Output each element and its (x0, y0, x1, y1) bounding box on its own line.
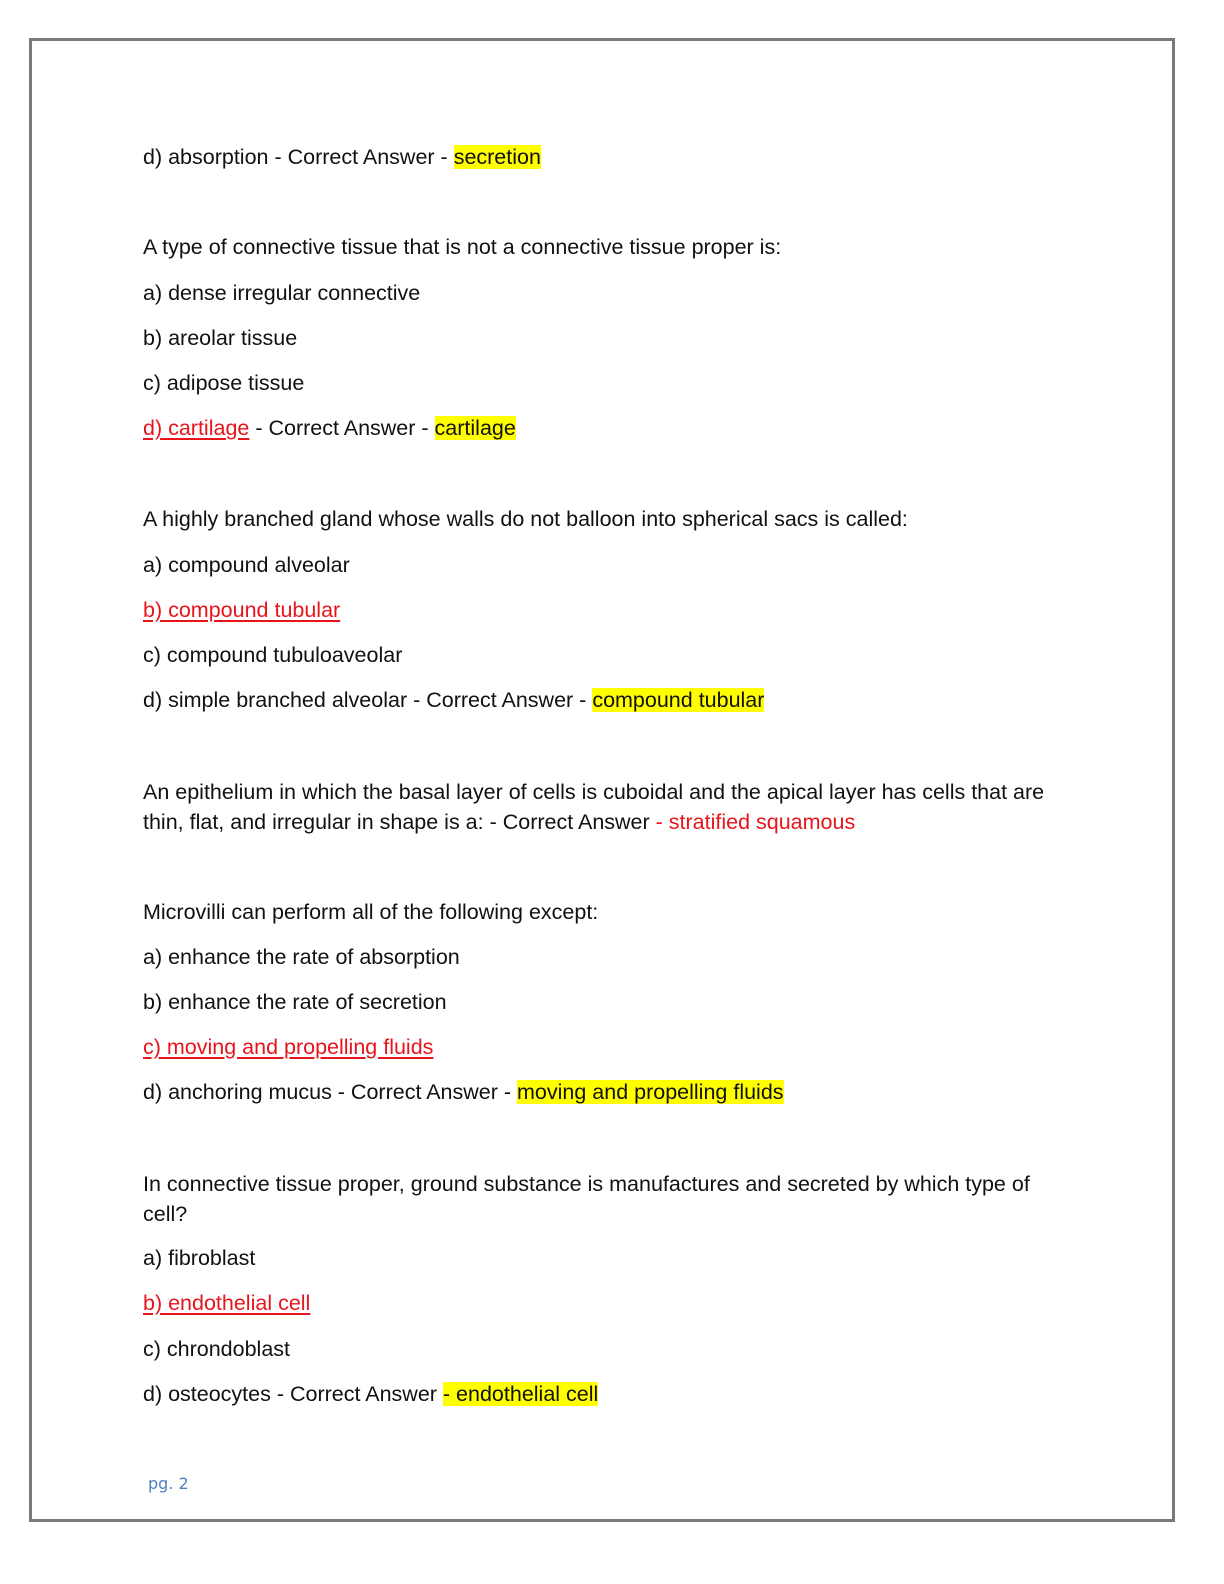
q4-option-c: c) moving and propelling fluids (143, 1035, 434, 1059)
q4-answer-separator: - Correct Answer - (331, 1080, 518, 1104)
q1-option-a: a) dense irregular connective (143, 281, 421, 305)
page-number: pg. 2 (148, 1474, 189, 1493)
q4-option-a: a) enhance the rate of absorption (143, 945, 460, 969)
q5-option-b: b) endothelial cell (143, 1291, 311, 1315)
q4-option-b: b) enhance the rate of secretion (143, 990, 447, 1014)
q2-question: A highly branched gland whose walls do not balloon into spherical sacs is called: (143, 507, 908, 531)
q1-answer-separator: - Correct Answer - (249, 416, 435, 440)
q4-option-d-line (143, 1077, 784, 1107)
q0-answer-separator: - Correct Answer - (268, 145, 454, 169)
q1-correct-answer: cartilage (434, 416, 516, 440)
q4-correct-answer: moving and propelling fluids (517, 1080, 784, 1104)
q3-question: An epithelium in which the basal layer of cells is cuboidal and the apical layer has cells that are thin, flat, and irregular in shape is a: - Correct Answer (143, 780, 1045, 834)
q2-option-a: a) compound alveolar (143, 553, 350, 577)
q4-option-d: d) anchoring mucus (143, 1080, 332, 1104)
q2-option-b: b) compound tubular (143, 598, 341, 622)
q1-option-c: c) adipose tissue (143, 371, 305, 395)
q5-option-d-line (143, 1379, 598, 1409)
q3-correct-answer: - stratified squamous (649, 810, 856, 834)
q2-option-d-line (143, 685, 764, 715)
q5-correct-answer: - endothelial cell (442, 1382, 599, 1406)
q2-option-d: d) simple branched alveolar (143, 688, 408, 712)
q5-answer-separator: - Correct Answer (270, 1382, 443, 1406)
q2-option-c: c) compound tubuloaveolar (143, 643, 403, 667)
q5-question: In connective tissue proper, ground substance is manufactures and secreted by which type of cell? (143, 1172, 1030, 1226)
q4-question: Microvilli can perform all of the following except: (143, 900, 599, 924)
q3-question-line (143, 777, 1063, 837)
q1-option-b: b) areolar tissue (143, 326, 298, 350)
q5-option-c: c) chrondoblast (143, 1337, 290, 1361)
q1-option-d: d) cartilage (143, 416, 250, 440)
q5-option-d: d) osteocytes (143, 1382, 271, 1406)
q2-correct-answer: compound tubular (592, 688, 765, 712)
q1-option-d-line (143, 413, 516, 443)
q5-option-a: a) fibroblast (143, 1246, 256, 1270)
q0-option-d-line (143, 142, 541, 172)
q2-answer-separator: - Correct Answer - (407, 688, 593, 712)
q0-correct-answer: secretion (453, 145, 541, 169)
q1-question: A type of connective tissue that is not a connective tissue proper is: (143, 235, 782, 259)
q0-option-d: d) absorption (143, 145, 269, 169)
